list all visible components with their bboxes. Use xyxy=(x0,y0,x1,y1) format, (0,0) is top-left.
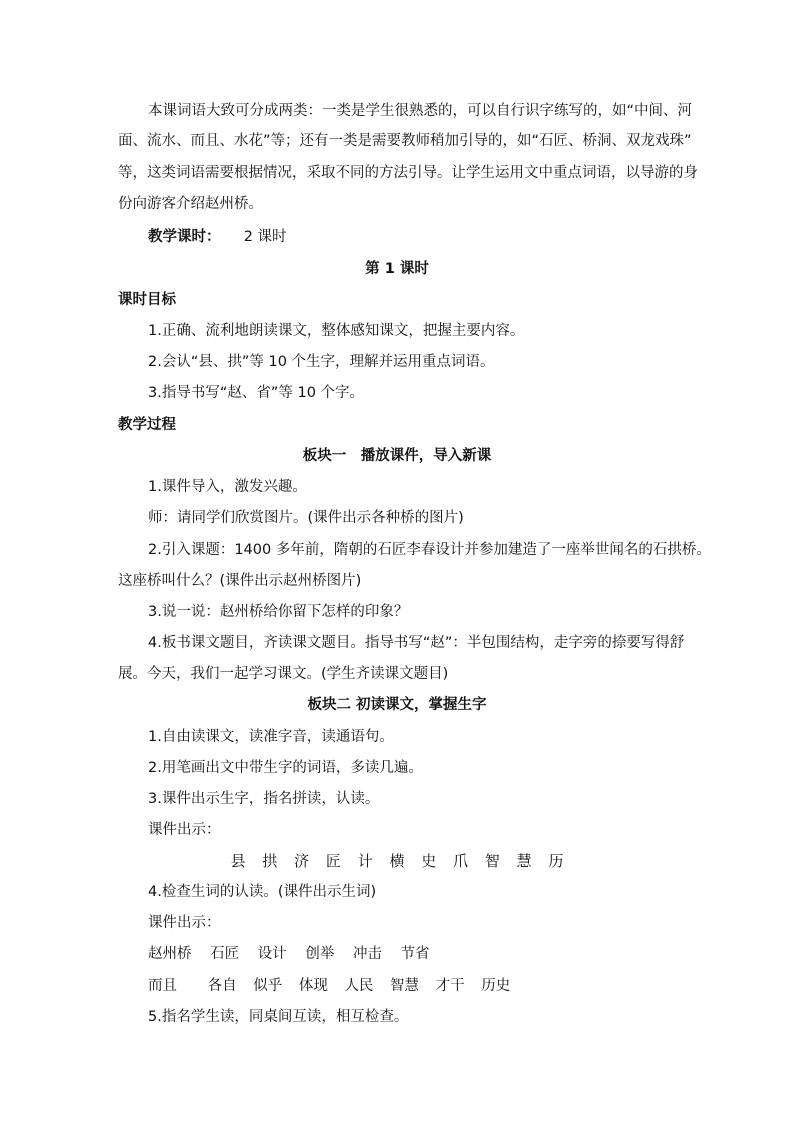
block2-title: 板块二 初读课文，掌握生字 xyxy=(307,697,487,713)
block2-line-1: 1.自由读课文，读准字音，读通语句。 xyxy=(148,729,394,745)
goal-item-1: 1.正确、流利地朗读课文，整体感知课文，把握主要内容。 xyxy=(148,323,525,339)
block1-line-6: 4.板书课文题目，齐读课文题目。指导书写“赵”：半包围结构，走字旁的捺要写得舒 xyxy=(148,635,685,651)
character: 济 xyxy=(294,852,310,870)
goal-item-2: 2.会认“县、拱”等 10 个生字，理解并运用重点词语。 xyxy=(148,354,495,370)
intro-line-2: 面、流水、而且、水花”等；还有一类是需要教师稍加引导的，如“石匠、桥洞、双龙戏珠” xyxy=(118,133,692,149)
vocab-word: 石匠 xyxy=(210,946,240,962)
block2-line-4: 课件出示： xyxy=(148,822,221,838)
character: 慧 xyxy=(516,852,532,870)
character: 史 xyxy=(421,852,437,870)
character: 县 xyxy=(230,852,246,870)
vocab-word: 智慧 xyxy=(390,978,420,994)
character: 智 xyxy=(484,852,500,870)
character: 爪 xyxy=(453,852,469,870)
block2-line-5: 4.检查生词的认读。(课件出示生词) xyxy=(148,884,377,900)
block2-line-7: 5.指名学生读，同桌间互读，相互检查。 xyxy=(148,1009,409,1025)
vocab-word: 各自 xyxy=(207,978,237,994)
intro-line-4: 份向游客介绍赵州桥。 xyxy=(118,196,263,212)
block2-line-3: 3.课件出示生字，指名拼读，认读。 xyxy=(148,791,380,807)
block2-line-6: 课件出示： xyxy=(148,915,221,931)
vocab-word: 人民 xyxy=(344,978,374,994)
vocab-word: 创举 xyxy=(305,946,335,962)
vocab-word: 冲击 xyxy=(352,946,382,962)
vocab-word: 似乎 xyxy=(253,978,283,994)
block1-line-1: 1.课件导入，激发兴趣。 xyxy=(148,479,307,495)
block1-line-3: 2.引入课题：1400 多年前，隋朝的石匠李春设计并参加建造了一座举世闻名的石拱桥。 xyxy=(148,542,711,558)
words-row-1 xyxy=(148,944,444,964)
vocab-word: 历史 xyxy=(481,978,511,994)
vocab-word: 设计 xyxy=(257,946,287,962)
goals-heading: 课时目标 xyxy=(118,292,176,308)
period-value: 2 课时 xyxy=(243,229,287,245)
goal-item-3: 3.指导书写“赵、省”等 10 个字。 xyxy=(148,385,365,401)
block1-line-5: 3.说一说：赵州桥给你留下怎样的印象？ xyxy=(148,604,409,620)
period-label: 教学课时： xyxy=(148,229,221,245)
block1-line-2: 师：请同学们欣赏图片。(课件出示各种桥的图片) xyxy=(148,510,464,526)
block1-title: 板块一 播放课件，导入新课 xyxy=(302,448,492,464)
vocab-word: 节省 xyxy=(400,946,430,962)
new-characters-row xyxy=(0,851,794,871)
words-row-2 xyxy=(148,976,524,996)
vocab-word: 而且 xyxy=(148,978,177,994)
character: 历 xyxy=(548,852,564,870)
character: 计 xyxy=(357,852,373,870)
lesson-title: 第 1 课时 xyxy=(365,261,429,277)
character: 拱 xyxy=(262,852,278,870)
block1-line-4: 这座桥叫什么？(课件出示赵州桥图片) xyxy=(118,573,362,589)
block2-line-2: 2.用笔画出文中带生字的词语，多读几遍。 xyxy=(148,760,423,776)
process-heading: 教学过程 xyxy=(118,417,176,433)
vocab-word: 才干 xyxy=(435,978,465,994)
vocab-word: 体现 xyxy=(298,978,328,994)
character: 匠 xyxy=(325,852,341,870)
intro-line-1: 本课词语大致可分成两类：一类是学生很熟悉的，可以自行识字练写的，如“中间、河 xyxy=(148,103,693,119)
block1-line-7: 展。今天，我们一起学习课文。(学生齐读课文题目) xyxy=(118,666,449,682)
vocab-word: 赵州桥 xyxy=(148,946,192,962)
intro-line-3: 等，这类词语需要根据情况，采取不同的方法引导。让学生运用文中重点词语，以导游的身 xyxy=(118,165,698,181)
period-row xyxy=(148,227,287,247)
character: 横 xyxy=(389,852,405,870)
